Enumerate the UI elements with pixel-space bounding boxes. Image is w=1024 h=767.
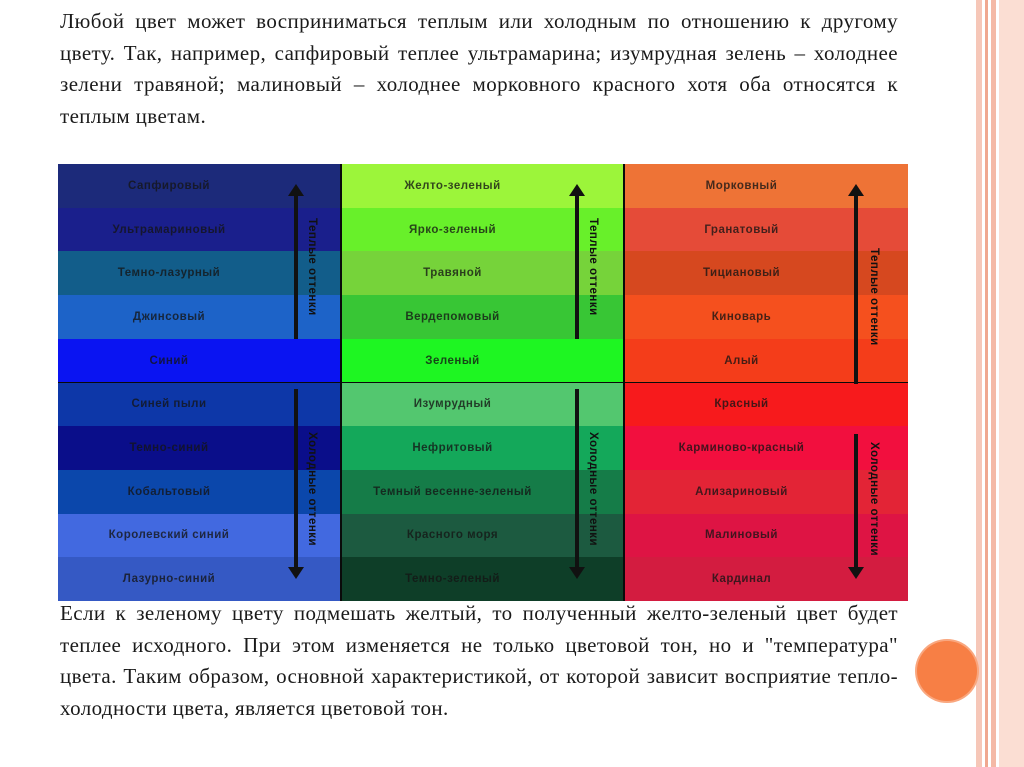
color-swatch-label: Нефритовый <box>412 442 493 455</box>
color-swatch-label: Ультрамариновый <box>112 223 226 236</box>
color-swatch-label: Ярко-зеленый <box>408 223 497 236</box>
color-swatch <box>625 470 908 514</box>
color-swatch <box>625 251 908 295</box>
warm-arrow-icon <box>294 194 298 339</box>
red-column <box>625 164 908 601</box>
warm-arrow-icon <box>854 194 858 384</box>
color-swatch-label: Темно-зеленый <box>405 573 500 586</box>
intro-paragraph: Любой цвет может восприниматься теплым или холодным по отношению к другому цвету. Так, например, сапфировый теплее ультрамарина; изумрудная зелень – холоднее зелени травяной; малиновый – холоднее морковного красного хотя оба относятся к теплым цветам. <box>60 9 898 128</box>
warm-arrow-icon <box>575 194 579 339</box>
color-swatch-label: Кардинал <box>711 573 772 586</box>
cold-arrow-icon <box>294 389 298 569</box>
color-swatch-label: Синий <box>149 354 189 367</box>
color-swatch <box>625 295 908 339</box>
color-swatch <box>342 426 623 470</box>
green-column <box>342 164 623 601</box>
color-swatch <box>625 383 908 427</box>
decorative-stripes <box>976 0 1024 767</box>
color-swatch-label: Морковный <box>705 179 778 192</box>
color-swatch-label: Зеленый <box>425 354 480 367</box>
color-swatch-label: Изумрудный <box>413 398 492 411</box>
color-swatch <box>342 383 623 427</box>
decorative-circle <box>917 641 977 701</box>
warm-shades-label: Теплые оттенки <box>306 218 318 316</box>
color-swatch <box>625 514 908 558</box>
color-swatch-label: Лазурно-синий <box>122 573 216 586</box>
color-temperature-chart <box>58 164 908 601</box>
color-swatch-label: Джинсовый <box>132 310 206 323</box>
cold-arrow-icon <box>854 434 858 569</box>
cold-arrow-icon <box>575 389 579 569</box>
color-swatch <box>342 208 623 252</box>
color-swatch-label: Королевский синий <box>108 529 230 542</box>
color-swatch <box>342 339 623 383</box>
color-swatch-label: Гранатовый <box>704 223 779 236</box>
color-swatch <box>625 426 908 470</box>
color-swatch-label: Малиновый <box>705 529 778 542</box>
color-swatch-label: Алый <box>724 354 759 367</box>
cold-shades-label: Холодные оттенки <box>587 432 599 547</box>
color-swatch-label: Вердепомовый <box>405 310 500 323</box>
color-swatch-label: Тициановый <box>702 267 781 280</box>
color-swatch-label: Травяной <box>423 267 482 280</box>
color-swatch-label: Киноварь <box>711 310 772 323</box>
color-swatch <box>625 557 908 601</box>
color-swatch-label: Кобальтовый <box>127 485 211 498</box>
color-swatch <box>58 339 340 383</box>
color-swatch-label: Карминово-красный <box>678 442 805 455</box>
color-swatch <box>342 557 623 601</box>
color-swatch-label: Темно-синий <box>129 442 209 455</box>
color-swatch <box>342 514 623 558</box>
color-swatch-label: Желто-зеленый <box>404 179 501 192</box>
color-swatch-label: Синей пыли <box>131 398 207 411</box>
warm-shades-label: Теплые оттенки <box>868 248 880 346</box>
color-swatch-label: Сапфировый <box>128 179 210 192</box>
color-swatch <box>625 339 908 383</box>
color-swatch <box>625 164 908 208</box>
cold-shades-label: Холодные оттенки <box>868 442 880 557</box>
cold-shades-label: Холодные оттенки <box>306 432 318 547</box>
color-swatch-label: Темно-лазурный <box>117 267 221 280</box>
color-swatch <box>625 208 908 252</box>
color-swatch-label: Ализариновый <box>695 485 788 498</box>
color-swatch <box>342 470 623 514</box>
color-swatch-label: Красный <box>714 398 769 411</box>
color-swatch-label: Темный весенне-зеленый <box>373 485 532 498</box>
conclusion-paragraph: Если к зеленому цвету подмешать желтый, то полученный желто-зеленый цвет будет теплее исходного. При этом изменяется не только цветовой тон, но и "температура" цвета. Таким образом, основной характеристикой, от которой зависит восприятие тепло-холодности цвета, является цветовой тон. <box>60 601 898 720</box>
color-swatch <box>342 251 623 295</box>
color-swatch <box>342 295 623 339</box>
warm-shades-label: Теплые оттенки <box>587 218 599 316</box>
color-swatch-label: Красного моря <box>406 529 499 542</box>
